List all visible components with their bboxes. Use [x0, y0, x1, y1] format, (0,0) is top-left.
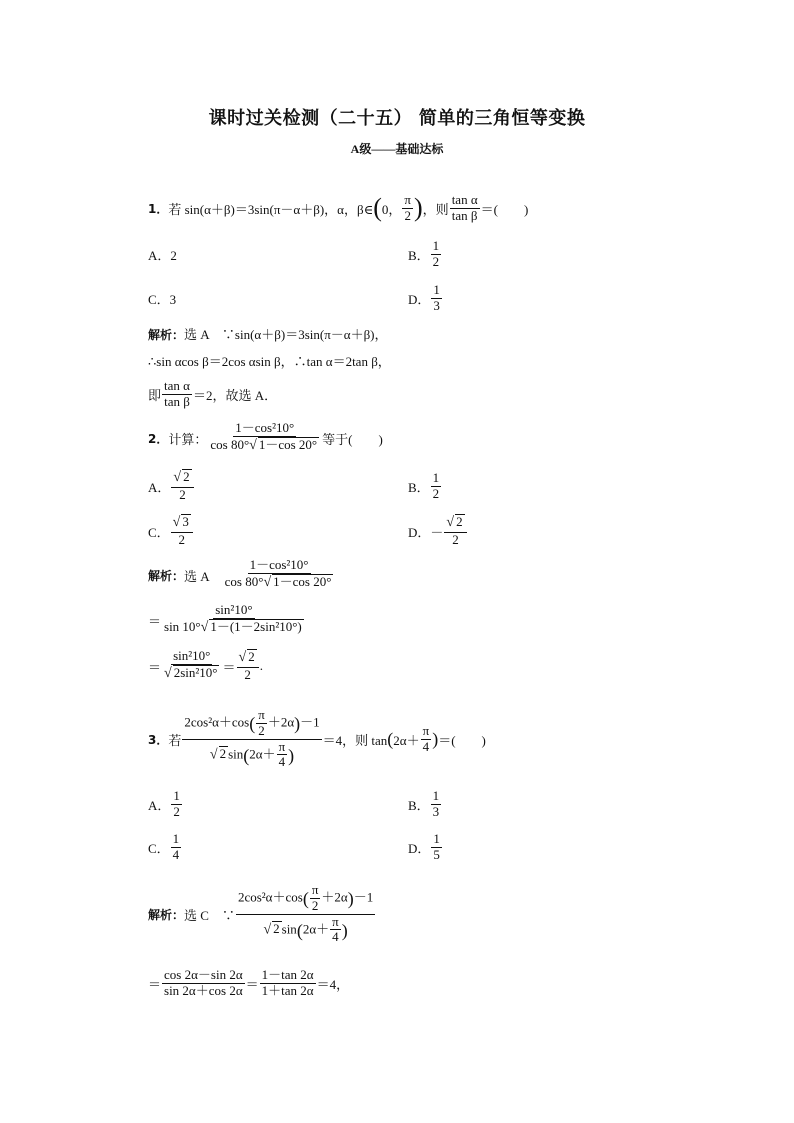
page-subtitle: A级——基础达标 — [350, 142, 444, 156]
q1-option-a: A．2 — [148, 247, 177, 263]
q3-main-fraction: 2cos²α＋cos( $\frac{\pi}{2}$ ＋2α)－1 √ 2 sin(2α＋ $\frac{\pi}{4}$ ) — [184, 706, 320, 770]
q2-solution-line3: ＝ $\frac{\text{sin²10°}}{\text{√ 2sin²10°}}$ ＝ $\frac{√ 2}{2}$ . — [148, 648, 263, 682]
q3-option-c: C． $\frac{1}{4}$ — [148, 830, 180, 862]
q3-solution-line1: 解析： 选 C ∵ 2cos²α＋cos( $\frac{\pi}{2}$ ＋2α)－1 √ 2 sin(2α＋ $\frac{\pi}{4}$ ) — [148, 881, 374, 945]
q1-option-d: D． $\frac{1}{3}$ — [408, 281, 440, 313]
page-title: 课时过关检测（二十五） 简单的三角恒等变换 — [208, 108, 586, 129]
q1-option-b: B． $\frac{1}{2}$ — [408, 237, 440, 269]
q1-solution-line3: 即 $\frac{\text{tan α}}{\text{tan β}}$ ＝2，故选 A． — [148, 377, 278, 409]
q3-option-d: D． $\frac{1}{5}$ — [408, 830, 440, 862]
q2-solution-line1: 解析： 选 A $\frac{\text{1－cos²10°}}{\cos 80^\circ√ 1-\cos 20^\circ}$ — [148, 557, 332, 591]
q1-tan-ratio: $\frac{\text{tan α}}{\text{tan β}}$ — [451, 191, 478, 223]
q1-option-c: C．3 — [148, 291, 177, 307]
q1-solution-line1: 解析：选 A ∵sin(α＋β)＝3sin(π－α＋β)， — [148, 327, 388, 342]
question-3: 3． 若 2cos²α＋cos( $\frac{\pi}{2}$ ＋2α)－1 √ 2 sin(2α＋ $\frac{\pi}{4}$ ) ＝4，则 tan ( 2α＋ $\frac{\pi}{4}$ ) ＝( ) — [148, 706, 486, 770]
q2-option-b: B． $\frac{1}{2}$ — [408, 469, 440, 501]
q3-option-b: B． $\frac{1}{3}$ — [408, 787, 440, 819]
q1-stem-a: 若 sin(α＋β)＝3sin(π－α＋β)，α，β∈ — [168, 201, 374, 217]
q2-main-fraction: $\frac{\text{1－cos²10°}}{\cos 80^\circ√ 1-\cos 20^\circ}$ — [210, 420, 318, 454]
question-2: 2． 计算： $\frac{\text{1－cos²10°}}{\cos 80^\circ√ 1-\cos 20^\circ}$ 等于( ) — [148, 420, 383, 454]
q3-solution-line2: ＝ $\frac{\cos 2\alpha-\sin 2\alpha}{\sin 2\alpha+\cos 2\alpha}$ ＝ $\frac{1-\tan 2\alpha}{1+\tan 2\alpha}$ ＝4， — [148, 966, 350, 998]
q1-solution-line2: ∴sin αcos β＝2cos αsin β，∴tan α＝2tan β， — [148, 354, 391, 369]
q2-option-a: A． $\frac{√ 2}{2}$ — [148, 464, 195, 508]
question-1: 1． 若 sin(α＋β)＝3sin(π－α＋β)，α，β∈ ( 0， $\frac{\pi}{2}$ ) ，则 $\frac{\text{tan α}}{\text{tan β}}$ ＝( ) — [148, 191, 529, 223]
q2-option-c: C． $\frac{√ 3}{2}$ — [148, 509, 194, 553]
q2-option-d: D．－ $\frac{√ 2}{2}$ — [408, 509, 468, 553]
q2-solution-line2: ＝ $\frac{\text{sin²10°}}{\text{sin 10°√ 1－(1－2sin²10°)}}$ — [148, 602, 302, 636]
q1-pi-over-2: $\frac{\pi}{2}$ — [404, 191, 411, 223]
q3-option-a: A． $\frac{1}{2}$ — [148, 787, 180, 819]
